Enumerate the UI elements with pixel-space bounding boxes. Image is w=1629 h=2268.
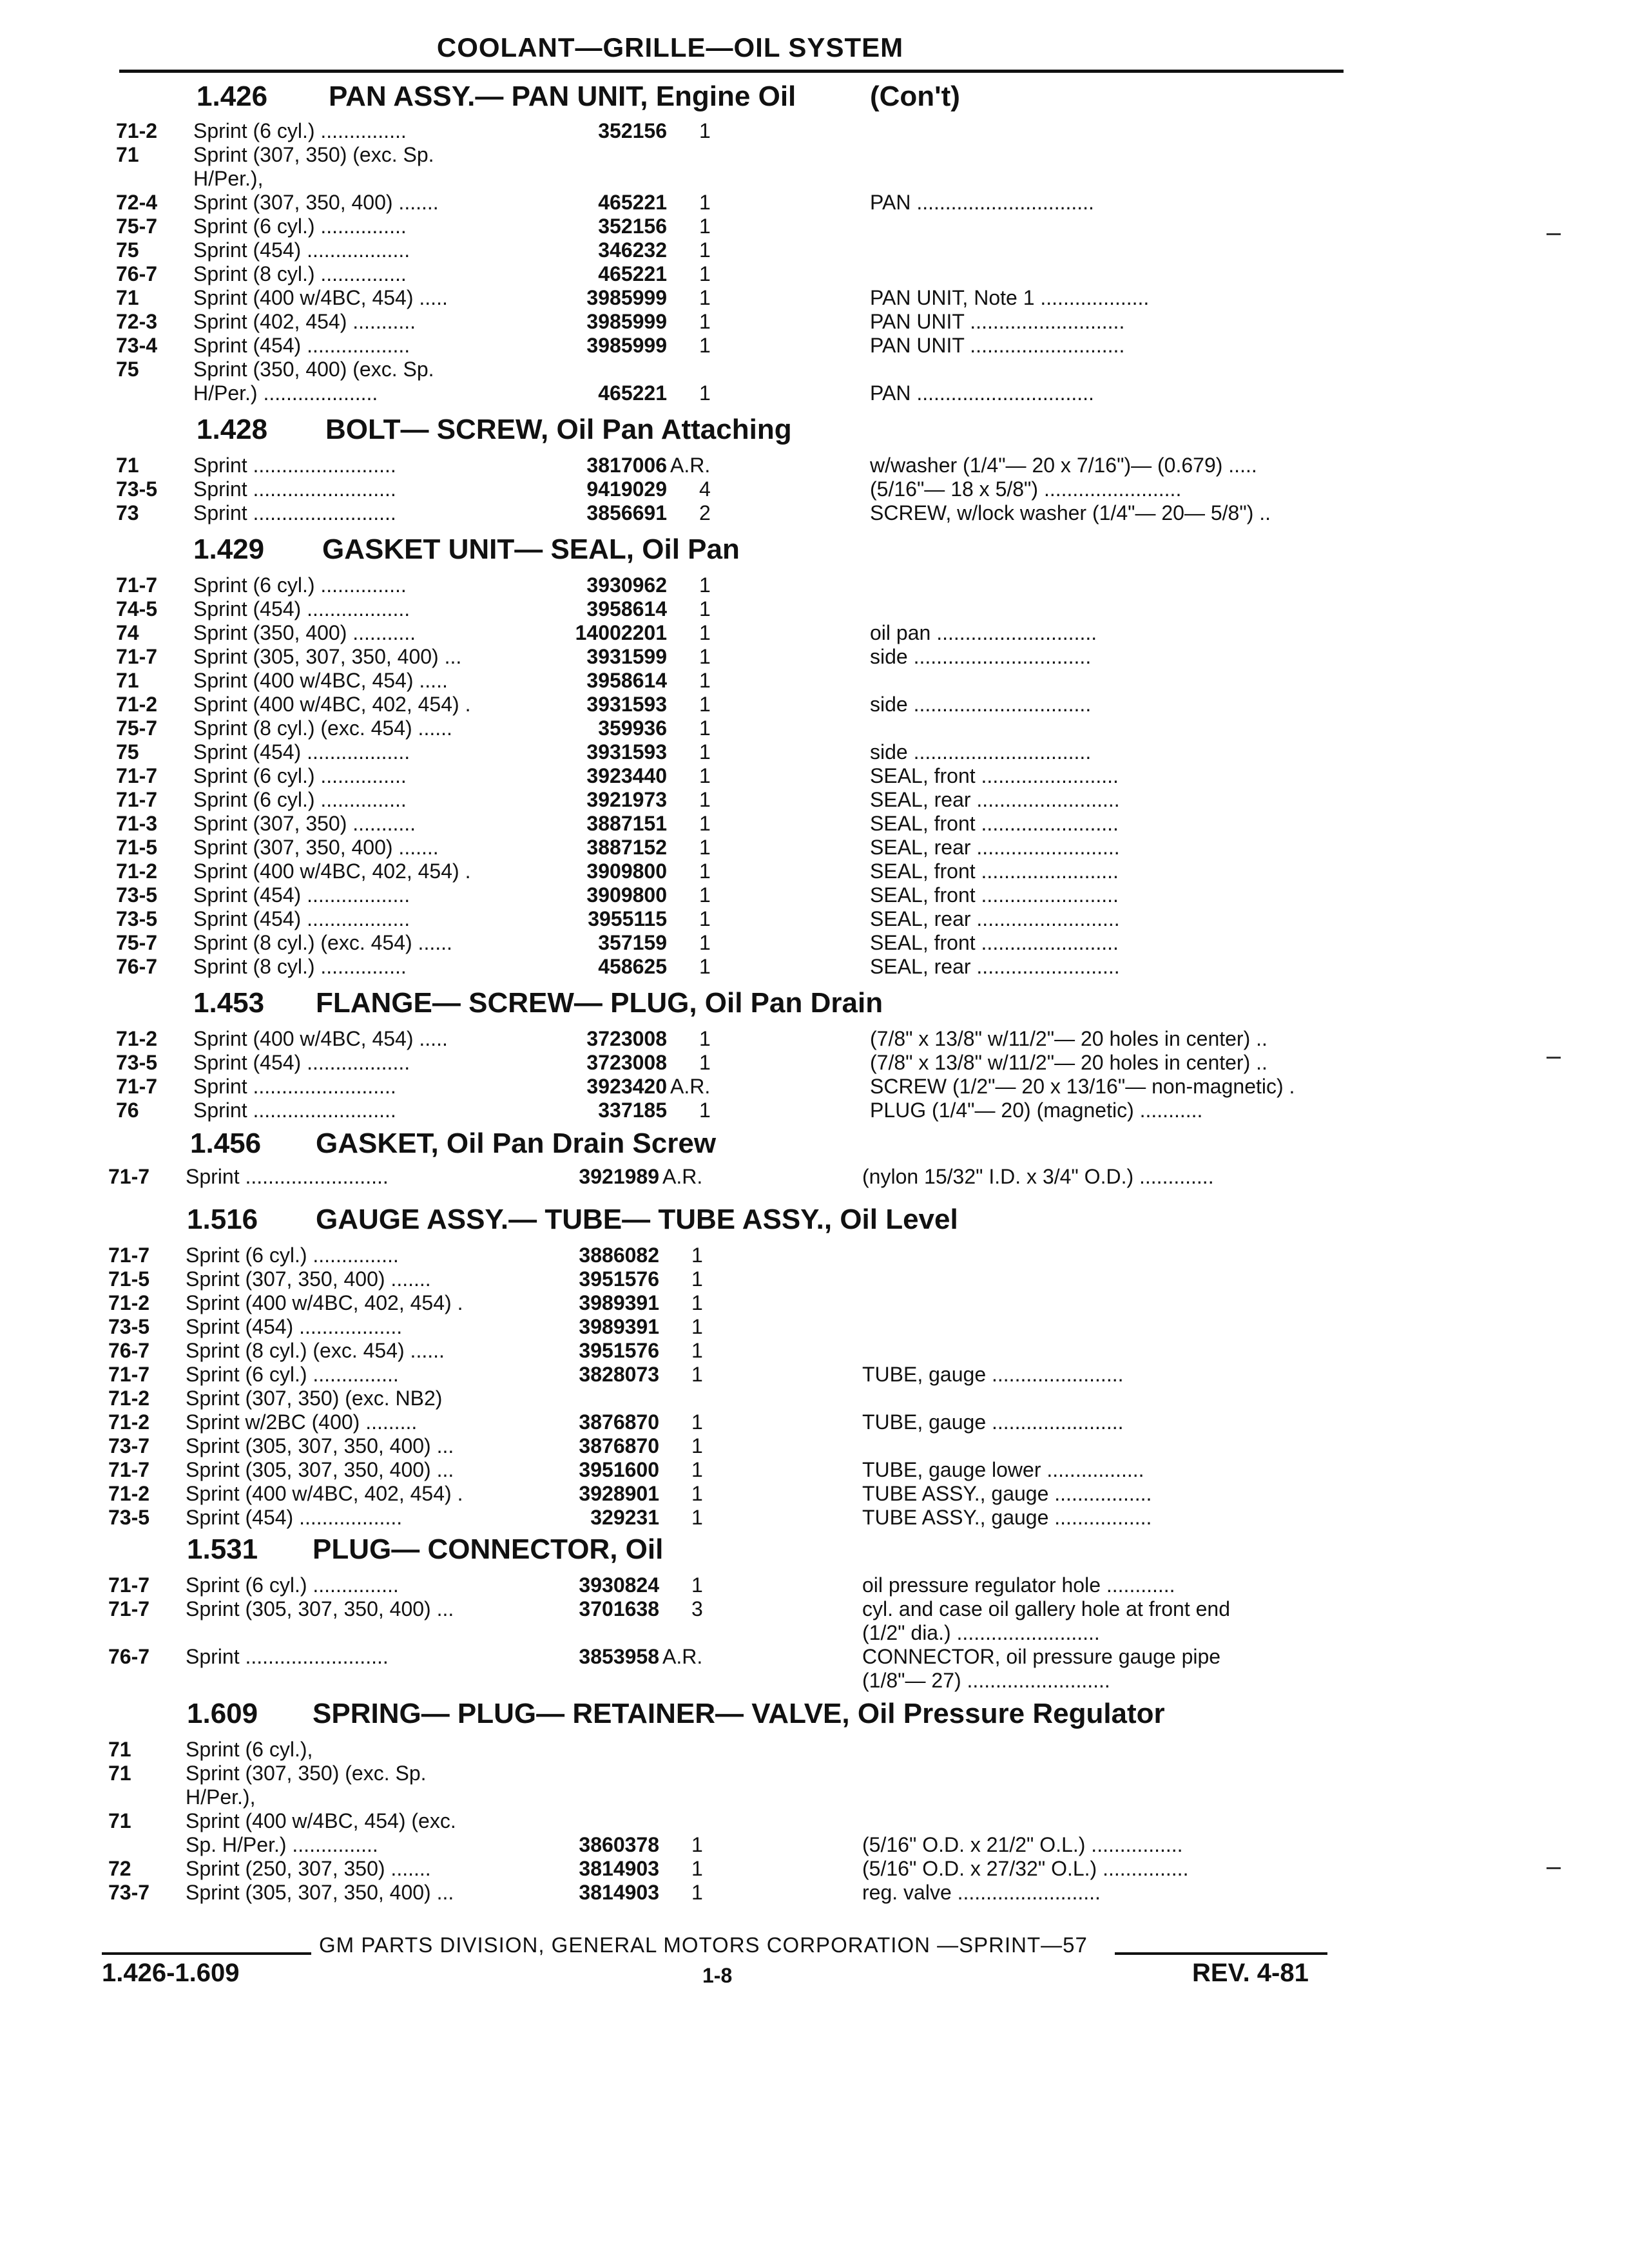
part-number: 3985999 [586,334,667,357]
quantity: 1 [691,1881,703,1904]
part-note: cyl. and case oil gallery hole at front end [862,1597,1230,1620]
model-year: 71-5 [108,1267,150,1291]
footer-rule-left [102,1952,311,1955]
part-note: reg. valve ......................... [862,1881,1101,1904]
application-description: Sprint (307, 350) (exc. Sp. [193,143,434,166]
application-description: Sprint w/2BC (400) ......... [186,1410,418,1434]
part-number: 3930962 [586,573,667,597]
section-heading [0,533,1482,572]
quantity: 1 [699,931,711,954]
model-year: 73-5 [116,1051,158,1074]
application-description: Sprint (307, 350, 400) ....... [186,1267,431,1291]
application-description: Sprint (8 cyl.) (exc. 454) ...... [186,1339,445,1362]
quantity: 1 [699,693,711,716]
quantity: 1 [699,955,711,978]
application-description: Sprint (454) .................. [193,1051,410,1074]
part-note: SEAL, rear ......................... [870,836,1120,859]
part-number: 3723008 [586,1027,667,1050]
model-year: 75 [116,238,139,262]
model-year: 71-2 [116,693,158,716]
quantity: 1 [691,1244,703,1267]
part-note: CONNECTOR, oil pressure gauge pipe [862,1645,1221,1668]
part-number: 3701638 [579,1597,659,1620]
application-description: Sprint (454) .................. [193,883,410,907]
quantity: 1 [691,1339,703,1362]
quantity: 1 [699,310,711,333]
section-continued-label: (Con't) [870,81,960,112]
part-note: TUBE, gauge ....................... [862,1410,1124,1434]
quantity: 2 [699,501,711,524]
section-number: 1.426 [197,81,268,112]
section-title: PAN ASSY.— PAN UNIT, Engine Oil [329,81,796,112]
part-number: 3886082 [579,1244,659,1267]
application-description: Sprint (305, 307, 350, 400) ... [186,1434,454,1457]
part-number: 458625 [598,955,667,978]
part-number: 3951600 [579,1458,659,1481]
model-year: 71 [116,454,139,477]
part-note: TUBE, gauge lower ................. [862,1458,1144,1481]
part-number: 3909800 [586,860,667,883]
footer-page-number: 1-8 [702,1964,733,1987]
part-note: TUBE, gauge ....................... [862,1363,1124,1386]
part-number: 3876870 [579,1410,659,1434]
model-year: 71-2 [108,1410,150,1434]
model-year: 74-5 [116,597,158,620]
model-year: 73-7 [108,1881,150,1904]
part-number: 3723008 [586,1051,667,1074]
model-year: 73 [116,501,139,524]
part-note: TUBE ASSY., gauge ................. [862,1506,1152,1529]
part-number: 3951576 [579,1267,659,1291]
section-heading [0,1128,1482,1166]
application-description: Sprint (307, 350) (exc. Sp. [186,1762,427,1785]
model-year: 76-7 [116,955,158,978]
model-year: 76-7 [108,1339,150,1362]
section-heading [0,1698,1482,1736]
part-number: 3921989 [579,1165,659,1188]
part-number: 3930824 [579,1573,659,1597]
section-title: BOLT— SCREW, Oil Pan Attaching [325,414,792,445]
part-number: 3923440 [586,764,667,787]
application-description: Sprint (8 cyl.) ............... [193,262,407,285]
quantity: 1 [699,334,711,357]
part-note: oil pan ............................ [870,621,1097,644]
footer-range: 1.426-1.609 [102,1959,240,1987]
model-year: 71 [108,1738,131,1761]
quantity: A.R. [670,454,711,477]
part-number: 3989391 [579,1291,659,1314]
part-number: 3985999 [586,310,667,333]
application-description: H/Per.), [193,167,264,190]
part-number: 465221 [598,381,667,405]
part-number: 337185 [598,1099,667,1122]
model-year: 71-7 [108,1244,150,1267]
page-header-title: COOLANT—GRILLE—OIL SYSTEM [436,32,904,62]
model-year: 72 [108,1857,131,1880]
part-number: 3909800 [586,883,667,907]
application-description: Sprint (305, 307, 350, 400) ... [186,1597,454,1620]
quantity: 3 [691,1597,703,1620]
part-number: 3817006 [586,454,667,477]
part-number: 329231 [590,1506,659,1529]
application-description: Sprint ......................... [186,1165,389,1188]
part-note: SEAL, front ........................ [870,812,1119,835]
section-number: 1.516 [187,1204,258,1235]
application-description: Sprint (350, 400) (exc. Sp. [193,358,434,381]
model-year: 73-5 [116,477,158,501]
application-description: Sprint ......................... [193,1075,396,1098]
quantity: 1 [691,1833,703,1856]
quantity: 1 [699,191,711,214]
application-description: Sprint (307, 350) ........... [193,812,416,835]
section-title: GASKET, Oil Pan Drain Screw [316,1128,717,1159]
quantity: 1 [691,1267,703,1291]
model-year: 71-2 [108,1387,150,1410]
part-number: 3951576 [579,1339,659,1362]
part-number: 3985999 [586,286,667,309]
application-description: Sprint (6 cyl.) ............... [186,1573,399,1597]
part-note: side ............................... [870,740,1092,764]
quantity: 1 [691,1573,703,1597]
model-year: 73-5 [108,1315,150,1338]
application-description: Sprint (307, 350, 400) ....... [193,191,439,214]
model-year: 75-7 [116,931,158,954]
application-description: Sprint (6 cyl.) ............... [193,764,407,787]
part-note: (1/8"— 27) ......................... [862,1669,1110,1692]
part-number: 3828073 [579,1363,659,1386]
model-year: 75 [116,358,139,381]
quantity: 1 [699,573,711,597]
section-number: 1.429 [193,533,265,565]
quantity: 1 [699,836,711,859]
part-note: PAN ............................... [870,381,1094,405]
quantity: 1 [699,621,711,644]
application-description: Sprint (454) .................. [193,907,410,930]
section-title: SPRING— PLUG— RETAINER— VALVE, Oil Pressure Regulator [313,1698,1165,1729]
part-note: PAN UNIT ........................... [870,310,1125,333]
part-note: PLUG (1/4"— 20) (magnetic) ........... [870,1099,1203,1122]
model-year: 76-7 [116,262,158,285]
model-year: 71 [116,143,139,166]
application-description: Sprint (454) .................. [193,740,410,764]
model-year: 71-2 [108,1482,150,1505]
model-year: 76 [116,1099,139,1122]
model-year: 71-7 [116,788,158,811]
quantity: 1 [699,381,711,405]
application-description: Sprint (400 w/4BC, 454) ..... [193,286,448,309]
quantity: 1 [699,597,711,620]
application-description: Sprint (305, 307, 350, 400) ... [186,1458,454,1481]
part-number: 3931593 [586,740,667,764]
quantity: 1 [699,764,711,787]
application-description: Sprint (350, 400) ........... [193,621,416,644]
quantity: 1 [691,1482,703,1505]
model-year: 75 [116,740,139,764]
model-year: 71 [116,286,139,309]
application-description: Sprint (305, 307, 350, 400) ... [193,645,462,668]
quantity: 1 [699,1027,711,1050]
model-year: 71-2 [116,119,158,142]
model-year: 71-7 [116,645,158,668]
application-description: Sprint (402, 454) ........... [193,310,416,333]
model-year: 72-3 [116,310,158,333]
model-year: 74 [116,621,139,644]
part-number: 3814903 [579,1857,659,1880]
part-note: side ............................... [870,693,1092,716]
quantity: 1 [699,907,711,930]
application-description: Sprint (307, 350, 400) ....... [193,836,439,859]
section-title: PLUG— CONNECTOR, Oil [313,1533,664,1565]
quantity: 1 [699,215,711,238]
part-note: (1/2" dia.) ......................... [862,1621,1100,1644]
application-description: Sprint (454) .................. [193,238,410,262]
quantity: 1 [699,860,711,883]
model-year: 71-7 [108,1363,150,1386]
part-note: (5/16"— 18 x 5/8") ........................ [870,477,1182,501]
part-number: 3921973 [586,788,667,811]
application-description: Sprint (400 w/4BC, 402, 454) . [186,1482,463,1505]
model-year: 71-7 [108,1573,150,1597]
section-number: 1.609 [187,1698,258,1729]
part-number: 3955115 [588,907,667,930]
part-number: 3958614 [586,669,667,692]
application-description: H/Per.), [186,1785,256,1809]
section-title: GASKET UNIT— SEAL, Oil Pan [322,533,740,565]
quantity: 1 [699,1051,711,1074]
part-note: (7/8" x 13/8" w/11/2"— 20 holes in center) .. [870,1027,1268,1050]
model-year: 71-7 [108,1165,150,1188]
application-description: Sprint (307, 350) (exc. NB2) [186,1387,443,1410]
model-year: 71-7 [116,764,158,787]
part-note: SEAL, rear ......................... [870,955,1120,978]
part-number: 352156 [598,119,667,142]
model-year: 72-4 [116,191,158,214]
part-number: 357159 [598,931,667,954]
application-description: Sprint (6 cyl.) ............... [186,1363,399,1386]
model-year: 71 [116,669,139,692]
part-number: 14002201 [575,621,667,644]
part-note: (5/16" O.D. x 21/2" O.L.) ................ [862,1833,1183,1856]
quantity: A.R. [670,1075,711,1098]
section-title: GAUGE ASSY.— TUBE— TUBE ASSY., Oil Level [316,1204,958,1235]
part-note: w/washer (1/4"— 20 x 7/16")— (0.679) ..... [870,454,1257,477]
section-heading [0,414,1482,452]
application-description: Sprint (6 cyl.) ............... [193,788,407,811]
application-description: Sprint (400 w/4BC, 402, 454) . [186,1291,463,1314]
model-year: 76-7 [108,1645,150,1668]
part-number: 3931593 [586,693,667,716]
model-year: 71-2 [108,1291,150,1314]
part-note: oil pressure regulator hole ............ [862,1573,1175,1597]
quantity: 1 [699,883,711,907]
quantity: 1 [691,1410,703,1434]
application-description: Sprint ......................... [193,501,396,524]
quantity: 1 [691,1434,703,1457]
application-description: Sprint (400 w/4BC, 454) (exc. [186,1809,456,1832]
quantity: 1 [691,1315,703,1338]
part-note: side ............................... [870,645,1092,668]
model-year: 73-5 [116,883,158,907]
model-year: 71-5 [116,836,158,859]
part-note: PAN UNIT, Note 1 ................... [870,286,1150,309]
quantity: 1 [691,1857,703,1880]
quantity: 4 [699,477,711,501]
application-description: Sp. H/Per.) ............... [186,1833,378,1856]
quantity: 1 [691,1291,703,1314]
quantity: 1 [699,238,711,262]
part-number: 346232 [598,238,667,262]
part-note: SEAL, front ........................ [870,931,1119,954]
margin-tick [1547,1867,1561,1869]
part-number: 9419029 [586,477,667,501]
quantity: 1 [699,740,711,764]
model-year: 73-7 [108,1434,150,1457]
part-note: SCREW, w/lock washer (1/4"— 20— 5/8") .. [870,501,1271,524]
part-number: 352156 [598,215,667,238]
footer-text: GM PARTS DIVISION, GENERAL MOTORS CORPORATION —SPRINT—57 [319,1933,1088,1957]
application-description: Sprint (6 cyl.), [186,1738,313,1761]
part-note: (7/8" x 13/8" w/11/2"— 20 holes in center) .. [870,1051,1268,1074]
quantity: 1 [699,788,711,811]
model-year: 71 [108,1809,131,1832]
part-note: SEAL, front ........................ [870,860,1119,883]
part-number: 359936 [598,716,667,740]
quantity: 1 [699,1099,711,1122]
part-number: 465221 [598,191,667,214]
part-note: SEAL, front ........................ [870,764,1119,787]
part-number: 3928901 [579,1482,659,1505]
quantity: 1 [699,812,711,835]
quantity: 1 [691,1458,703,1481]
application-description: Sprint ......................... [193,477,396,501]
footer-rule-right [1115,1952,1327,1955]
model-year: 71-7 [108,1458,150,1481]
model-year: 73-4 [116,334,158,357]
section-heading [0,987,1482,1026]
application-description: Sprint (454) .................. [193,334,410,357]
quantity: 1 [699,286,711,309]
application-description: Sprint (8 cyl.) (exc. 454) ...... [193,931,452,954]
application-description: Sprint (6 cyl.) ............... [193,573,407,597]
model-year: 71-2 [116,1027,158,1050]
part-number: 3853958 [579,1645,659,1668]
part-note: SEAL, rear ......................... [870,907,1120,930]
application-description: Sprint ......................... [193,454,396,477]
section-number: 1.453 [193,987,265,1019]
model-year: 71-7 [116,1075,158,1098]
application-description: Sprint (250, 307, 350) ....... [186,1857,431,1880]
part-number: 3958614 [586,597,667,620]
application-description: Sprint (6 cyl.) ............... [193,119,407,142]
application-description: Sprint (400 w/4BC, 454) ..... [193,669,448,692]
application-description: Sprint (454) .................. [193,597,410,620]
section-heading [0,1533,1482,1572]
application-description: H/Per.) .................... [193,381,378,405]
quantity: A.R. [662,1165,703,1188]
application-description: Sprint ......................... [186,1645,389,1668]
application-description: Sprint (400 w/4BC, 454) ..... [193,1027,448,1050]
part-number: 3860378 [579,1833,659,1856]
application-description: Sprint (400 w/4BC, 402, 454) . [193,693,471,716]
quantity: A.R. [662,1645,703,1668]
model-year: 71-2 [116,860,158,883]
quantity: 1 [691,1363,703,1386]
quantity: 1 [691,1506,703,1529]
footer-revision: REV. 4-81 [1192,1959,1309,1987]
quantity: 1 [699,716,711,740]
part-note: PAN UNIT ........................... [870,334,1125,357]
section-heading [0,1204,1482,1242]
margin-tick [1547,1057,1561,1059]
model-year: 75-7 [116,716,158,740]
part-number: 3887151 [586,812,667,835]
model-year: 71-7 [108,1597,150,1620]
section-number: 1.456 [190,1128,262,1159]
part-number: 3876870 [579,1434,659,1457]
margin-tick [1547,233,1561,235]
application-description: Sprint (454) .................. [186,1315,403,1338]
application-description: Sprint (305, 307, 350, 400) ... [186,1881,454,1904]
part-note: SEAL, rear ......................... [870,788,1120,811]
header-rule [119,70,1344,73]
part-number: 3931599 [586,645,667,668]
model-year: 73-5 [108,1506,150,1529]
part-note: SEAL, front ........................ [870,883,1119,907]
part-number: 3989391 [579,1315,659,1338]
part-number: 3814903 [579,1881,659,1904]
model-year: 73-5 [116,907,158,930]
section-heading [0,81,1482,119]
application-description: Sprint (6 cyl.) ............... [193,215,407,238]
part-number: 3887152 [586,836,667,859]
section-title: FLANGE— SCREW— PLUG, Oil Pan Drain [316,987,883,1019]
part-note: PAN ............................... [870,191,1094,214]
model-year: 71-3 [116,812,158,835]
model-year: 75-7 [116,215,158,238]
part-note: (nylon 15/32" I.D. x 3/4" O.D.) ............. [862,1165,1214,1188]
quantity: 1 [699,119,711,142]
section-number: 1.531 [187,1533,258,1565]
application-description: Sprint (8 cyl.) (exc. 454) ...... [193,716,452,740]
section-number: 1.428 [197,414,268,445]
part-number: 465221 [598,262,667,285]
application-description: Sprint (6 cyl.) ............... [186,1244,399,1267]
model-year: 71 [108,1762,131,1785]
application-description: Sprint ......................... [193,1099,396,1122]
application-description: Sprint (8 cyl.) ............... [193,955,407,978]
quantity: 1 [699,645,711,668]
part-note: TUBE ASSY., gauge ................. [862,1482,1152,1505]
application-description: Sprint (400 w/4BC, 402, 454) . [193,860,471,883]
part-number: 3856691 [586,501,667,524]
part-note: (5/16" O.D. x 27/32" O.L.) ............... [862,1857,1189,1880]
quantity: 1 [699,262,711,285]
part-number: 3923420 [586,1075,667,1098]
application-description: Sprint (454) .................. [186,1506,403,1529]
part-note: SCREW (1/2"— 20 x 13/16"— non-magnetic) . [870,1075,1295,1098]
quantity: 1 [699,669,711,692]
model-year: 71-7 [116,573,158,597]
